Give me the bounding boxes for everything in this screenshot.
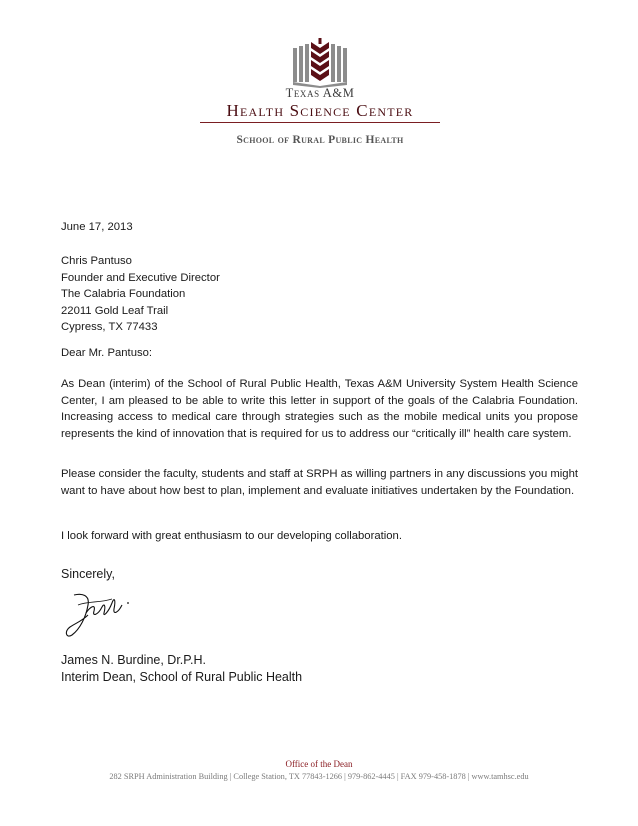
salutation: Dear Mr. Pantuso: — [61, 347, 153, 359]
signature-block — [61, 652, 302, 686]
letter-date: June 17, 2013 — [61, 221, 133, 233]
body-paragraph: As Dean (interim) of the School of Rural Public Health, Texas A&M University System Health Science Center, I am pleased to be able to write this letter in support of the goals of the Calabria Foundation. Increasing access to medical care through strategies such as the mobile medical units you propose represents the kind of innovation that is required for us to address our “critically ill” health care system. — [61, 378, 578, 440]
recipient-address — [61, 253, 220, 336]
recipient-organization: The Calabria Foundation — [61, 288, 186, 301]
footer-office: Office of the Dean — [285, 759, 353, 769]
handwritten-signature — [60, 585, 140, 641]
book-wheat-logo-icon — [291, 38, 349, 88]
school-name: School of Rural Public Health — [236, 134, 404, 146]
institution-name-line2: Health Science Center — [226, 101, 414, 120]
body-paragraph: I look forward with great enthusiasm to our developing collaboration. — [61, 530, 402, 542]
recipient-title: Founder and Executive Director — [61, 271, 220, 284]
signer-title: Interim Dean, School of Rural Public Health — [61, 670, 303, 684]
closing: Sincerely, — [61, 567, 115, 581]
recipient-name: Chris Pantuso — [61, 255, 132, 267]
header-divider — [200, 122, 440, 123]
signer-name: James N. Burdine, Dr.P.H. — [61, 653, 206, 667]
body-paragraph: Please consider the faculty, students and staff at SRPH as willing partners in any discussions you might want to have about how best to plan, implement and evaluate initiatives undertaken by the Foundation. — [61, 468, 578, 497]
recipient-street: 22011 Gold Leaf Trail — [61, 304, 169, 317]
recipient-city: Cypress, TX 77433 — [61, 321, 158, 334]
footer-address: 282 SRPH Administration Building | College Station, TX 77843-1266 | 979-862-4445 | FAX 979-458-1878 | www.tamhsc.edu — [109, 772, 529, 781]
institution-name-line1: Texas A&M — [285, 86, 355, 100]
